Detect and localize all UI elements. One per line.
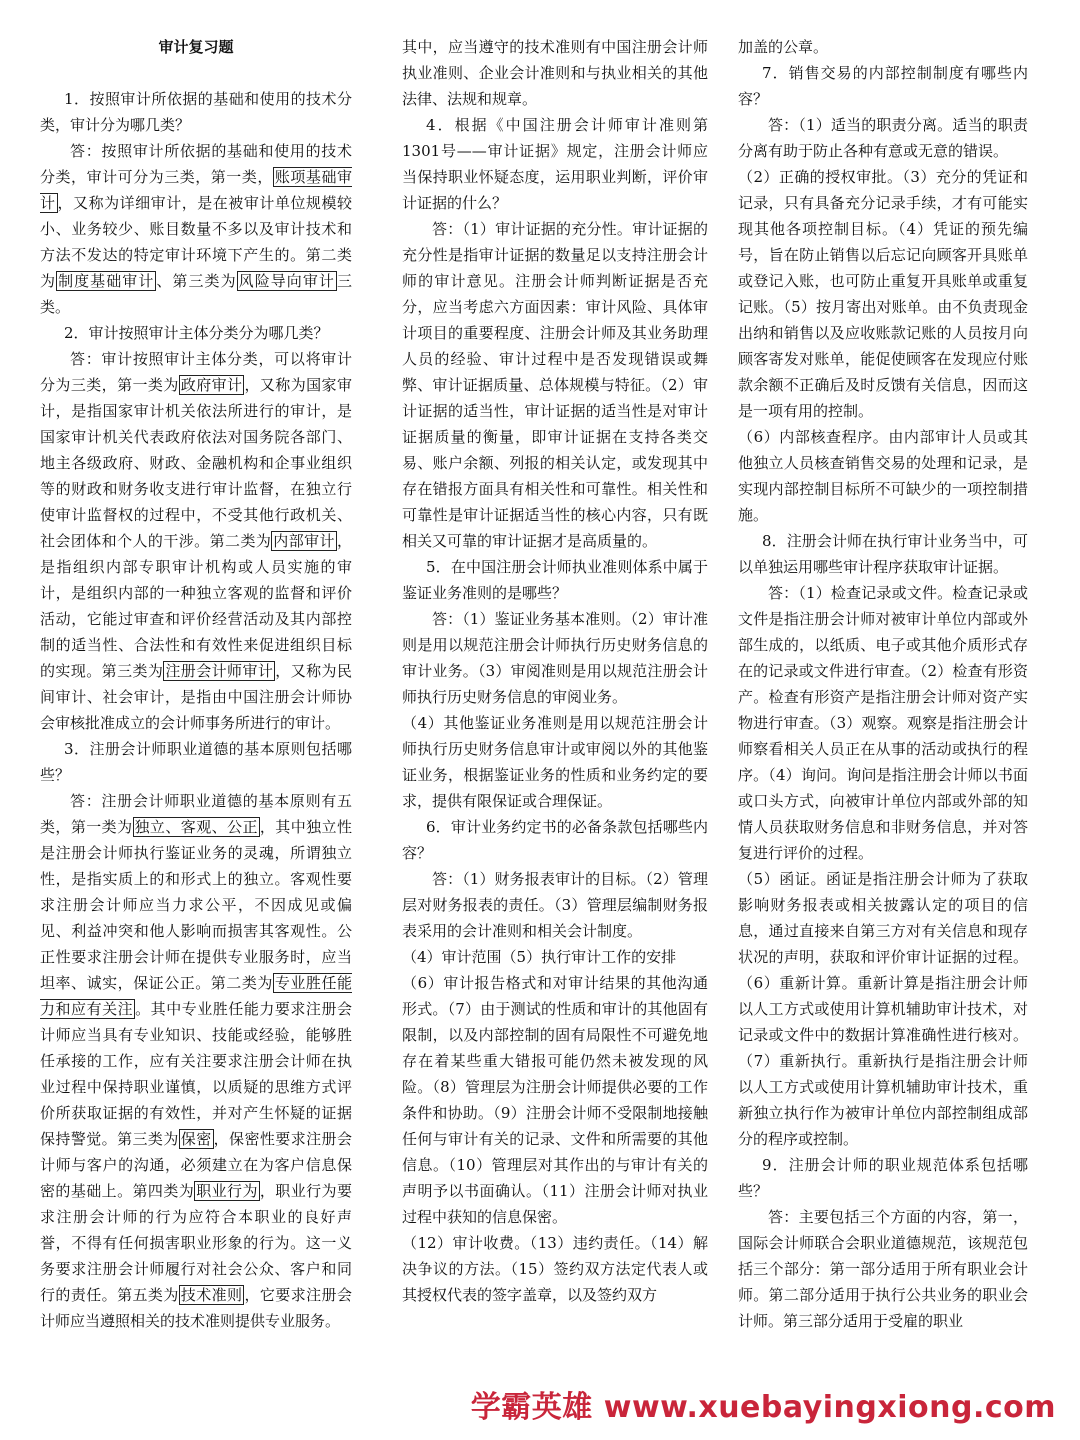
answer-3: 答：注册会计师职业道德的基本原则有五类，第一类为 独立、客观、公正 ，其中独立性是注册会计师执行鉴证业务的灵魂，所谓独立性，是指实质上的和形式上的独立。客观性要求注册会计师应当力求公平，不因成见或偏见、利益冲突和他人影响而损害其客观性。公正性要求注册会计师在提供专业服务时，应当坦率、诚实，保证公正。第二类为 专业胜任能力和应有关注 。其中专业胜任能力要求注册会计师应当具有专业知识、技能或经验，能够胜任承接的工作，应有关注要求注册会计师在执业过程中保持职业谨慎，以质疑的思维方式评价所获取证据的有效性，并对产生怀疑的证据保持警觉。第三类为 保密 ，保密性要求注册会计师与客户的沟通，必须建立在为客户信息保密的基础上。第四类为 职业行为 ，职业行为要求注册会计师的行为应符合本职业的良好声誉，不得有任何损害职业形象的行为。这一义务要求注册会计师履行对社会公众、客户和同行的责任。第五类为 技术准则 ，它要求注册会计师应当遵照相关的技术准则提供专业服务。 [40, 792, 352, 1330]
answer-5-part2: （4）其他鉴证业务准则是用以规范注册会计师执行历史财务信息审计或审阅以外的其他鉴证业务，根据鉴证业务的性质和业务约定的要求，提供有限保证或合理保证。 [402, 714, 708, 810]
answer-6-part2: （4）审计范围（5）执行审计工作的安排 [402, 948, 677, 966]
answer-3-continued: 其中，应当遵守的技术准则有中国注册会计师执业准则、企业会计准则和与执业相关的其他法律、法规和规章。 [402, 38, 708, 108]
question-5: 5．在中国注册会计师执业准则体系中属于鉴证业务准则的是哪些？ [402, 558, 708, 602]
column-left [40, 34, 352, 1334]
column-right [738, 34, 1028, 1334]
document-title: 审计复习题 [158, 38, 234, 56]
boxed-term: 制度基础审计 [58, 272, 155, 290]
boxed-term: 政府审计 [180, 376, 243, 394]
question-6: 6．审计业务约定书的必备条款包括哪些内容？ [402, 818, 708, 862]
boxed-term: 独立、客观、公正 [134, 818, 258, 836]
answer-8-part1: 答：（1）检查记录或文件。检查记录或文件是指注册会计师对被审计单位内部或外部生成的，以纸质、电子或其他介质形式存在的记录或文件进行审查。（2）检查有形资产。检查有形资产是指注册会计师对资产实物进行审查。（3）观察。观察是指注册会计师察看相关人员正在从事的活动或执行的程序。（4）询问。询问是指注册会计师以书面或口头方式，向被审计单位内部或外部的知情人员获取财务信息和非财务信息，并对答复进行评价的过程。 [738, 584, 1028, 862]
answer-7-part3: （6）内部核查程序。由内部审计人员或其他独立人员核查销售交易的处理和记录，是实现内部控制目标所不可缺少的一项控制措施。 [738, 428, 1028, 524]
boxed-term: 内部审计 [273, 532, 335, 550]
answer-6-part1: 答：（1）财务报表审计的目标。（2）管理层对财务报表的责任。（3）管理层编制财务报表采用的会计准则和相关会计制度。 [402, 870, 708, 940]
question-9: 9．注册会计师的职业规范体系包括哪些？ [738, 1156, 1028, 1200]
question-7: 7．销售交易的内部控制制度有哪些内容？ [738, 64, 1028, 108]
boxed-term: 风险导向审计 [238, 272, 335, 290]
boxed-term: 职业行为 [196, 1182, 258, 1200]
answer-7-part1: 答：（1）适当的职责分离。适当的职责分离有助于防止各种有意或无意的错误。 [738, 116, 1028, 160]
boxed-term: 技术准则 [180, 1286, 243, 1304]
answer-6-continued: 加盖的公章。 [738, 38, 829, 56]
boxed-term: 专业胜任能力和应有关注 [40, 974, 352, 1018]
watermark-footer: 学霸英雄 www.xuebayingxiong.com [470, 1390, 1056, 1425]
question-1: 1．按照审计所依据的基础和使用的技术分类，审计分为哪几类？ [40, 90, 352, 134]
answer-5-part1: 答：（1）鉴证业务基本准则。（2）审计准则是用以规范注册会计师执行历史财务信息的审计业务。（3）审阅准则是用以规范注册会计师执行历史财务信息的审阅业务。 [402, 610, 708, 706]
boxed-term: 账项基础审计 [40, 168, 352, 212]
column-middle [402, 34, 708, 1308]
question-4: 4．根据《中国注册会计师审计准则第1301号——审计证据》规定，注册会计师应当保持职业怀疑态度，运用职业判断，评价审计证据的什么？ [402, 116, 708, 212]
answer-8-part2: （5）函证。函证是指注册会计师为了获取影响财务报表或相关披露认定的项目的信息，通过直接来自第三方对有关信息和现存状况的声明，获取和评价审计证据的过程。（6）重新计算。重新计算是指注册会计师以人工方式或使用计算机辅助审计技术，对记录或文件中的数据计算准确性进行核对。（7）重新执行。重新执行是指注册会计师以人工方式或使用计算机辅助审计技术，重新独立执行作为被审计单位内部控制组成部分的程序或控制。 [738, 870, 1028, 1148]
answer-6-part4: （12）审计收费。（13）违约责任。（14）解决争议的方法。（15）签约双方法定代表人或其授权代表的签字盖章，以及签约双方 [402, 1234, 708, 1304]
answer-1: 答：按照审计所依据的基础和使用的技术分类，审计可分为三类，第一类， 账项基础审计 ，又称为详细审计，是在被审计单位规模较小、业务较少、账目数量不多以及审计技术和方法不发达的特定审计环境下产生的。第二类为 制度基础审计 、第三类为 风险导向审计 三类。 [40, 142, 352, 316]
question-8: 8．注册会计师在执行审计业务当中，可以单独运用哪些审计程序获取审计证据。 [738, 532, 1028, 576]
answer-6-part3: （6）审计报告格式和对审计结果的其他沟通形式。（7）由于测试的性质和审计的其他固有限制，以及内部控制的固有局限性不可避免地存在着某些重大错报可能仍然未被发现的风险。（8）管理层为注册会计师提供必要的工作条件和协助。（9）注册会计师不受限制地接触任何与审计有关的记录、文件和所需要的其他信息。（10）管理层对其作出的与审计有关的声明予以书面确认。（11）注册会计师对执业过程中获知的信息保密。 [402, 974, 708, 1226]
answer-7-part2: （2）正确的授权审批。（3）充分的凭证和记录，只有具备充分记录手续，才有可能实现其他各项控制目标。（4）凭证的预先编号，旨在防止销售以后忘记向顾客开具账单或登记入账，也可防止重复开具账单或重复记账。（5）按月寄出对账单。由不负责现金出纳和销售以及应收账款记账的人员按月向顾客寄发对账单，能促使顾客在发现应付账款余额不正确后及时反馈有关信息，因而这是一项有用的控制。 [738, 168, 1028, 420]
boxed-term: 保密 [180, 1130, 212, 1148]
question-3: 3．注册会计师职业道德的基本原则包括哪些？ [40, 740, 352, 784]
question-2: 2．审计按照审计主体分类分为哪几类？ [64, 324, 329, 342]
boxed-term: 注册会计师审计 [165, 662, 274, 680]
answer-9: 答：主要包括三个方面的内容，第一，国际会计师联合会职业道德规范，该规范包括三个部分：第一部分适用于所有职业会计师。第二部分适用于执行公共业务的职业会计师。第三部分适用于受雇的职业 [738, 1208, 1028, 1330]
answer-4: 答：（1）审计证据的充分性。审计证据的充分性是指审计证据的数量足以支持注册会计师的审计意见。注册会计师判断证据是否充分，应当考虑六方面因素：审计风险、具体审计项目的重要程度、注册会计师及其业务助理人员的经验、审计过程中是否发现错误或舞弊、审计证据质量、总体规模与特征。（2）审计证据的适当性，审计证据的适当性是对审计证据质量的衡量，即审计证据在支持各类交易、账户余额、列报的相关认定，或发现其中存在错报方面具有相关性和可靠性。相关性和可靠性是审计证据适当性的核心内容，只有既相关又可靠的审计证据才是高质量的。 [402, 220, 708, 550]
answer-2: 答：审计按照审计主体分类，可以将审计分为三类，第一类为 政府审计 ，又称为国家审计，是指国家审计机关依法所进行的审计，是国家审计机关代表政府依法对国务院各部门、地主各级政府、财政、金融机构和企事业组织等的财政和财务收支进行审计监督，在独立行使审计监督权的过程中，不受其他行政机关、社会团体和个人的干涉。第二类为 内部审计 ，是指组织内部专职审计机构或人员实施的审计，是组织内部的一种独立客观的监督和评价活动，它能过审查和评价经营活动及其内部控制的适当性、合法性和有效性来促进组织目标的实现。第三类为 注册会计师审计 ，又称为民间审计、社会审计，是指由中国注册会计师协会审核批准成立的会计师事务所进行的审计。 [40, 350, 352, 732]
